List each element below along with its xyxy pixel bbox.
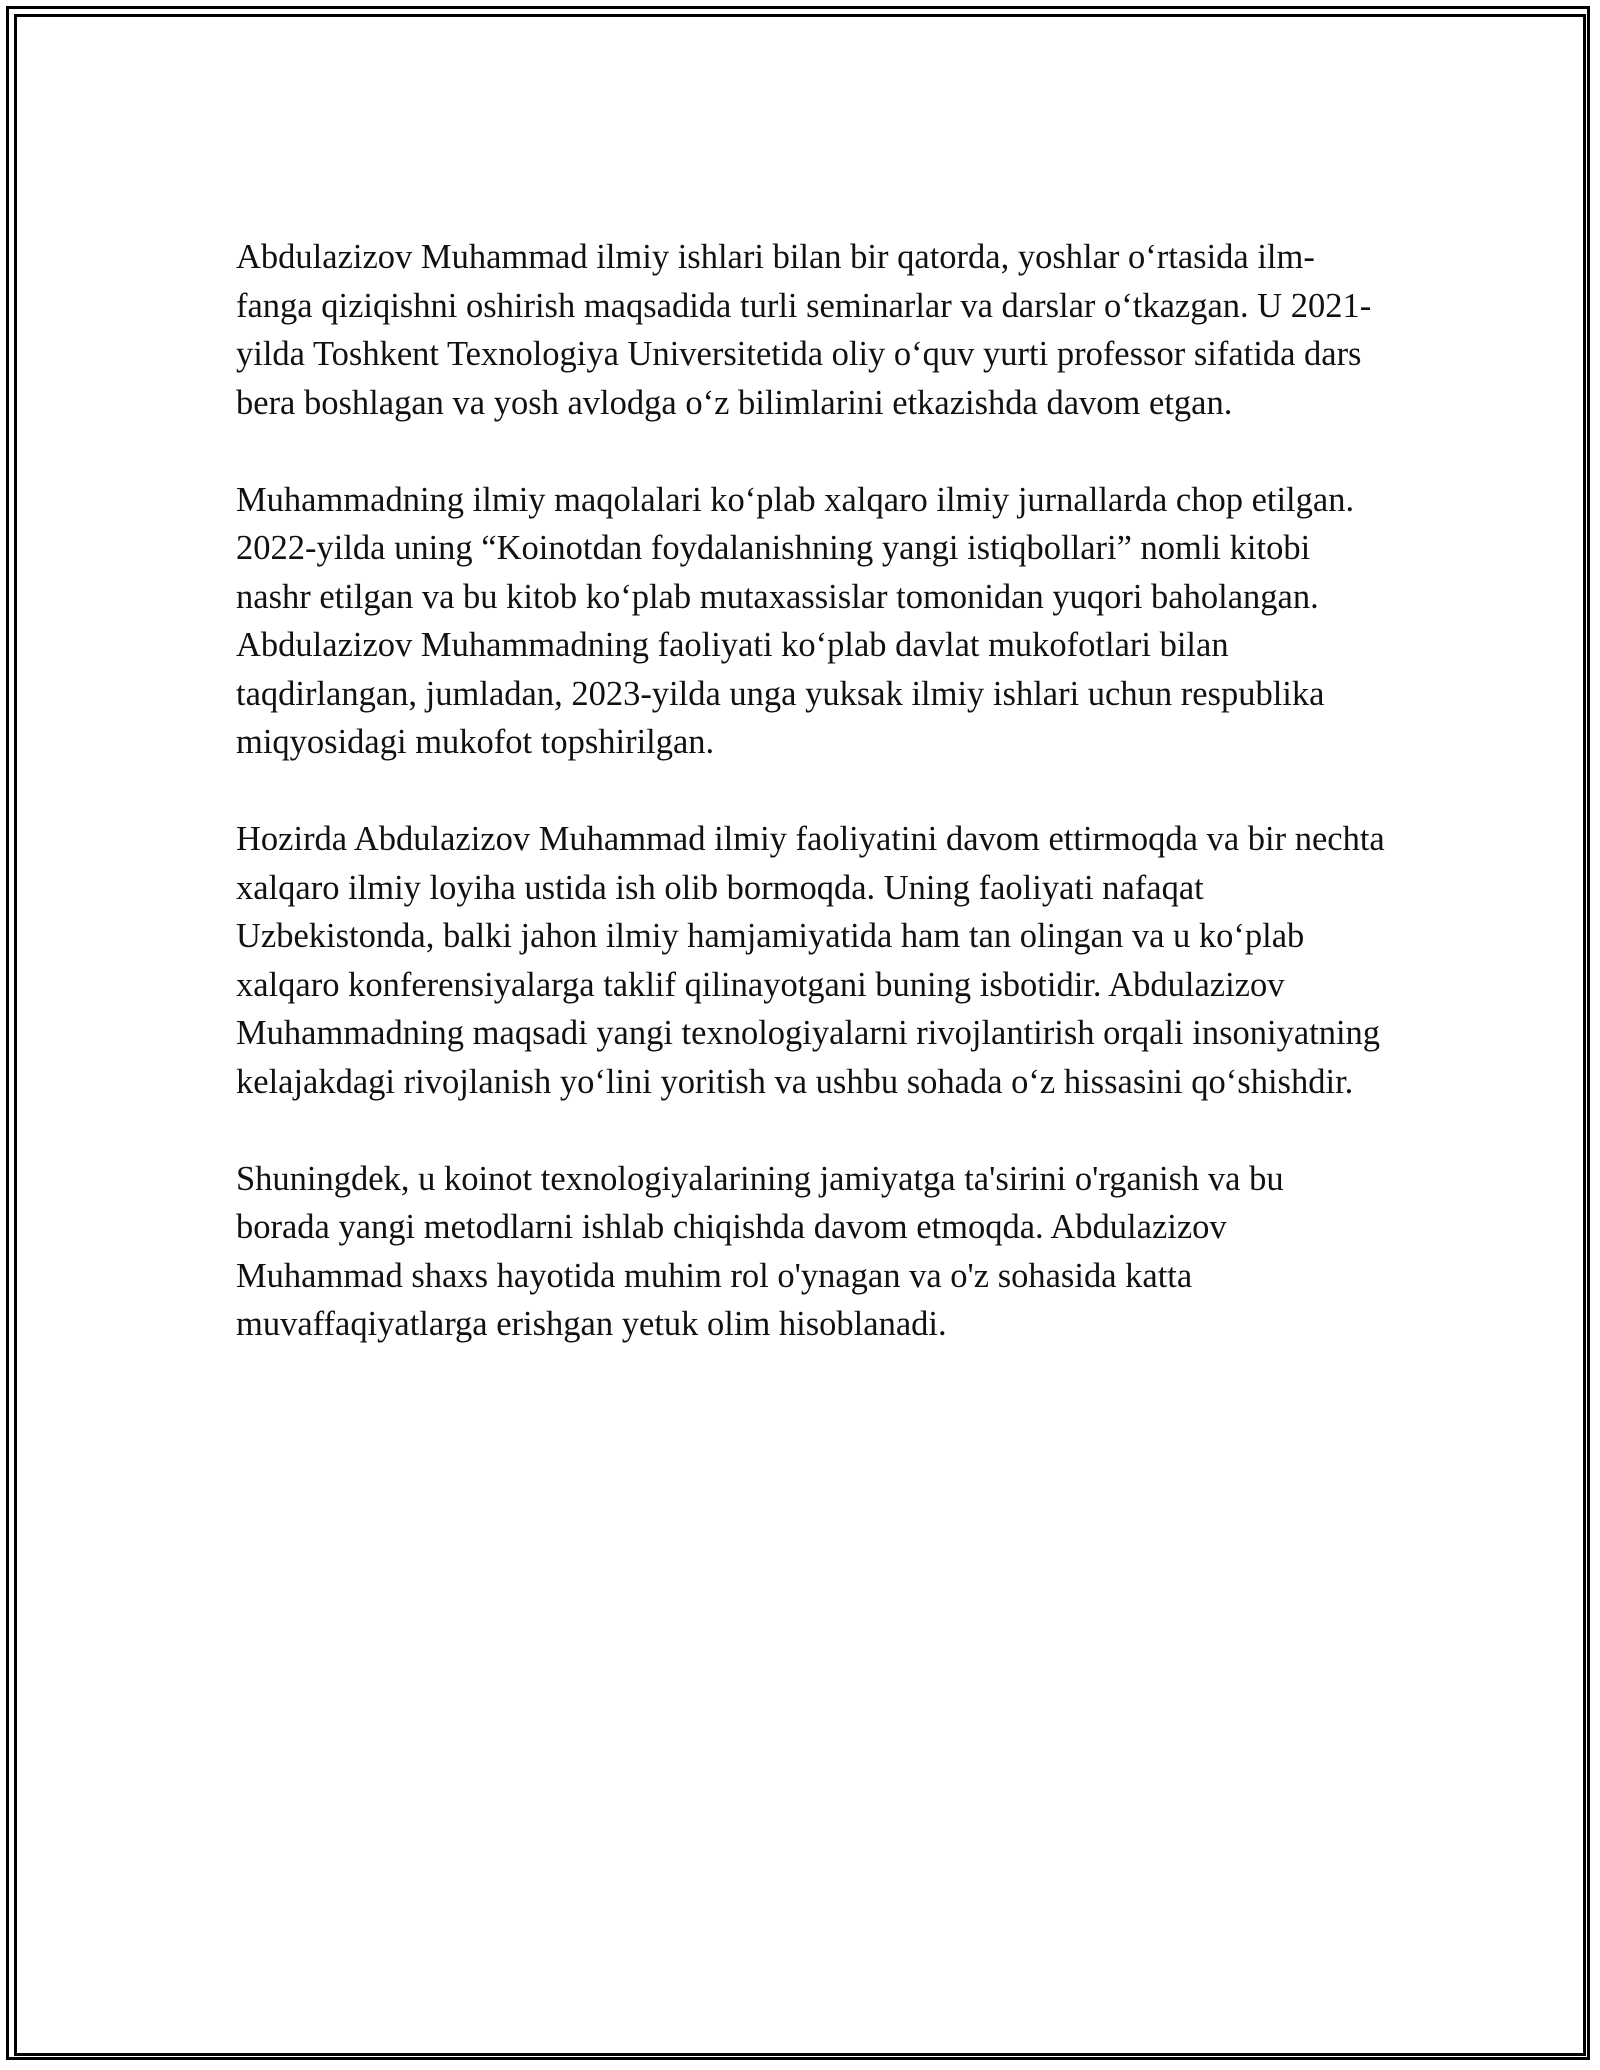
paragraph-3: Hozirda Abdulazizov Muhammad ilmiy faoliyatini davom ettirmoqda va bir nechta xalqaro ilmiy loyiha ustida ish olib bormoqda. Uning faoliyati nafaqat Uzbekistonda, balki jahon ilmiy hamjamiyatida ham tan olingan va u ko‘plab xalqaro konferensiyalarga taklif qilinayotgani buning isbotidir. Abdulazizov Muhammadning maqsadi yangi texnologiyalarni rivojlantirish orqali insoniyatning kelajakdagi rivojlanish yo‘lini yoritish va ushbu sohada o‘z hissasini qo‘shishdir. (236, 820, 1385, 1101)
paragraph-2: Muhammadning ilmiy maqolalari ko‘plab xalqaro ilmiy jurnallarda chop etilgan. 2022-yilda uning “Koinotdan foydalanishning yangi istiqbollari” nomli kitobi nashr etilgan va bu kitob ko‘plab mutaxassislar tomonidan yuqori baholangan. Abdulazizov Muhammadning faoliyati ko‘plab davlat mukofotlari bilan taqdirlangan, jumladan, 2023-yilda unga yuksak ilmiy ishlari uchun respublika miqyosidagi mukofot topshirilgan. (236, 480, 1355, 761)
document-body (236, 233, 1386, 1397)
paragraph-4: Shuningdek, u koinot texnologiyalarining jamiyatga ta'sirini o'rganish va bu borada yangi metodlarni ishlab chiqishda davom etmoqda. Abdulazizov Muhammad shaxs hayotida muhim rol o'ynagan va o'z sohasida katta muvaffaqiyatlarga erishgan yetuk olim hisoblanadi. (236, 1159, 1284, 1343)
paragraph-1: Abdulazizov Muhammad ilmiy ishlari bilan bir qatorda, yoshlar o‘rtasida ilm-fanga qiziqishni oshirish maqsadida turli seminarlar va darslar o‘tkazgan. U 2021-yilda Toshkent Texnologiya Universitetida oliy o‘quv yurti professor sifatida dars bera boshlagan va yosh avlodga o‘z bilimlarini etkazishda davom etgan. (236, 238, 1372, 422)
